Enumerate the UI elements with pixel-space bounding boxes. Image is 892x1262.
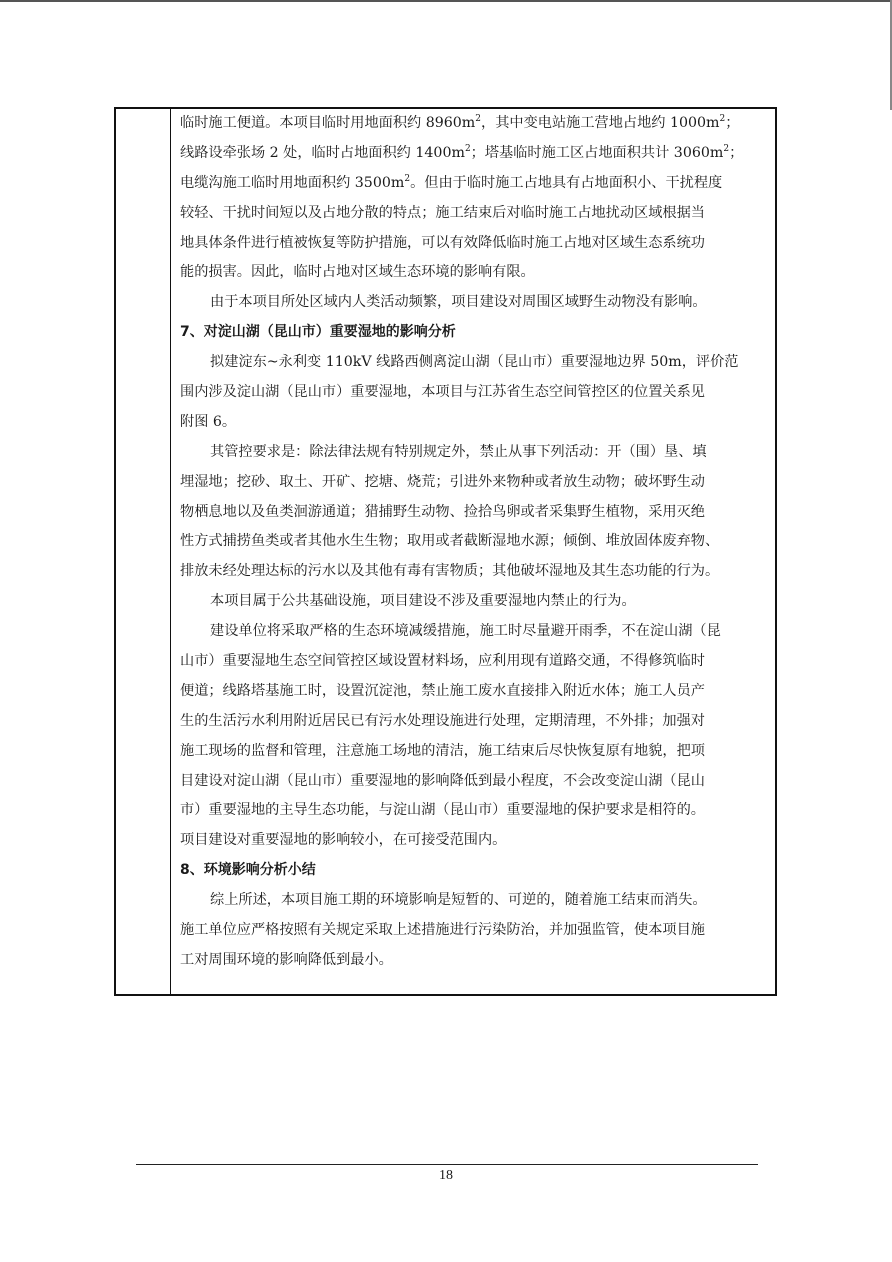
text-line: 能的损害。因此，临时占地对区域生态环境的影响有限。 [180,264,535,281]
text-line: 综上所述，本项目施工期的环境影响是短暂的、可逆的，随着施工结束而消失。 [210,892,707,909]
text-line: 附图 6。 [180,413,237,430]
footer-rule [136,1164,758,1165]
text-line: 目建设对淀山湖（昆山市）重要湿地的影响降低到最小程度，不会改变淀山湖（昆山 [180,772,705,789]
text-line: 施工现场的监督和管理，注意施工场地的清洁，施工结束后尽快恢复原有地貌，把项 [180,742,705,759]
text-line: 山市）重要湿地生态空间管控区域设置材料场，应利用现有道路交通，不得修筑临时 [180,653,705,670]
text-line: 物栖息地以及鱼类洄游通道；猎捕野生动物、捡拾鸟卵或者采集野生植物，采用灭绝 [180,503,705,520]
text-line: 线路设牵张场 2 处，临时占地面积约 $1400m^2$；塔基临时施工区占地面积共计 $3060m^2$； [180,143,744,161]
text-line: 较轻、干扰时间短以及占地分散的特点；施工结束后对临时施工占地扰动区域根据当 [180,204,705,221]
text-line: 项目建设对重要湿地的影响较小，在可接受范围内。 [180,832,507,849]
text-line: 临时施工便道。本项目临时用地面积约 $8960m^2$，其中变电站施工营地占地约 $1000m^2$； [180,114,740,131]
paragraph-wildlife: 由于本项目所处区域内人类活动频繁，项目建设对周围区域野生动物没有影响。 [210,294,707,311]
text-line: 围内涉及淀山湖（昆山市）重要湿地，本项目与江苏省生态空间管控区的位置关系见 [180,384,705,401]
text-line: 工对周围环境的影响降低到最小。 [180,951,393,968]
paragraph-public-infrastructure: 本项目属于公共基础设施，项目建设不涉及重要湿地内禁止的行为。 [210,593,636,610]
text-line: 性方式捕捞鱼类或者其他水生生物；取用或者截断湿地水源；倾倒、堆放固体废弃物、 [180,533,720,550]
text-line: 电缆沟施工临时用地面积约 $3500m^2$。但由于临时施工占地具有占地面积小、干扰程度 [180,173,723,191]
text-line: 排放未经处理达标的污水以及其他有毒有害物质；其他破坏湿地及其生态功能的行为。 [180,563,720,580]
text-line: 拟建淀东~永利变 110kV 线路西侧离淀山湖（昆山市）重要湿地边界 50m，评价范 [210,354,739,371]
text-line: 施工单位应严格按照有关规定采取上述措施进行污染防治，并加强监管，使本项目施 [180,922,705,939]
section-heading-8: 8、环境影响分析小结 [180,862,316,879]
section-heading-7: 7、对淀山湖（昆山市）重要湿地的影响分析 [180,324,456,341]
text-line: 地具体条件进行植被恢复等防护措施，可以有效降低临时施工占地对区域生态系统功 [180,234,705,251]
table-content-cell [180,109,772,976]
table-left-column [116,109,171,994]
text-line: 生的生活污水利用附近居民已有污水处理设施进行处理，定期清理，不外排；加强对 [180,712,705,729]
text-line: 市）重要湿地的主导生态功能，与淀山湖（昆山市）重要湿地的保护要求是相符的。 [180,802,705,819]
text-line: 便道；线路塔基施工时，设置沉淀池，禁止施工废水直接排入附近水体；施工人员产 [180,682,705,699]
text-line: 埋湿地；挖砂、取土、开矿、挖塘、烧荒；引进外来物种或者放生动物；破坏野生动 [180,473,705,490]
table-frame [114,107,777,996]
text-line: 其管控要求是：除法律法规有特别规定外，禁止从事下列活动：开（围）垦、填 [210,443,707,460]
page-top-border [0,0,892,2]
text-line: 建设单位将采取严格的生态环境减缓措施，施工时尽量避开雨季，不在淀山湖（昆 [210,623,721,640]
page-number: 18 [439,1168,453,1183]
